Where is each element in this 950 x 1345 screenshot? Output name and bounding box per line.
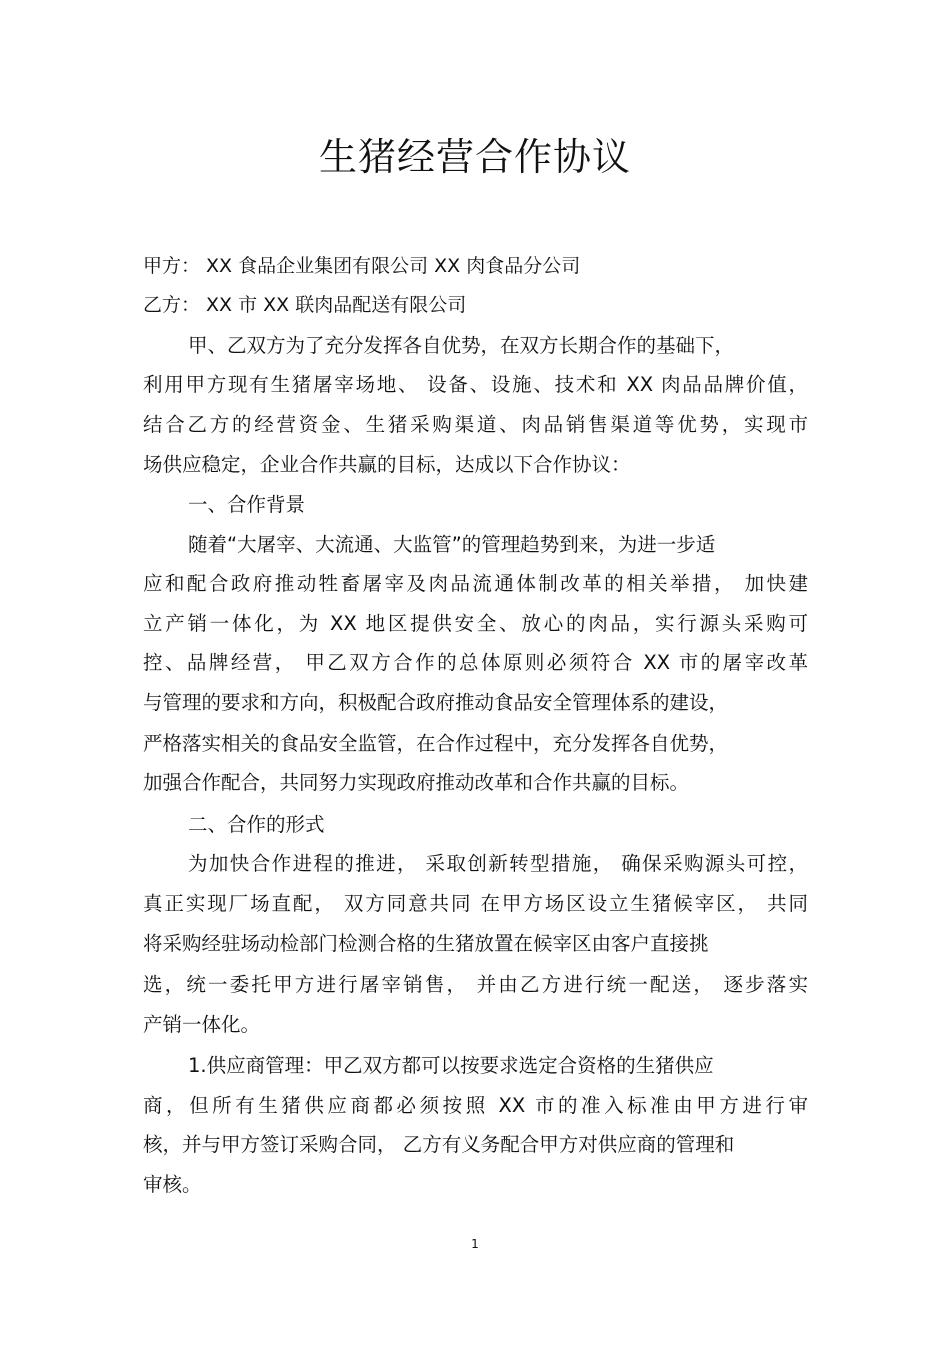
paragraph-line: 审核。 xyxy=(143,1173,202,1196)
paragraph-line: 产销一体化。 xyxy=(143,1013,261,1036)
paragraph-line: 场供应稳定，企业合作共赢的目标，达成以下合作协议： xyxy=(143,453,631,476)
clause-heading: 1.供应商管理：甲乙双方都可以按要求选定合资格的生猪供应 xyxy=(188,1054,714,1077)
paragraph-line: 商，但所有生猪供应商都必须按照 XX 市的准入标准由甲方进行审 xyxy=(143,1094,808,1117)
page-number: 1 xyxy=(471,1237,479,1251)
paragraph-line: 为加快合作进程的推进， 采取创新转型措施， 确保采购源头可控， xyxy=(188,852,808,875)
section-heading: 二、合作的形式 xyxy=(188,813,325,836)
party-a-line: 甲方： XX 食品企业集团有限公司 XX 肉食品分公司 xyxy=(143,255,581,277)
paragraph-line: 应和配合政府推动牲畜屠宰及肉品流通体制改革的相关举措， 加快建 xyxy=(143,572,808,595)
paragraph-line: 立产销一体化，为 XX 地区提供安全、放心的肉品，实行源头采购可 xyxy=(143,612,808,635)
paragraph-line: 与管理的要求和方向，积极配合政府推动食品安全管理体系的建设， xyxy=(143,691,729,714)
paragraph-line: 核，并与甲方签订采购合同， 乙方有义务配合甲方对供应商的管理和 xyxy=(143,1133,735,1156)
paragraph-line: 利用甲方现有生猪屠宰场地、 设备、设施、技术和 XX 肉品品牌价值， xyxy=(143,373,808,396)
document-title: 生猪经营合作协议 xyxy=(318,135,631,179)
paragraph-line: 严格落实相关的食品安全监管，在合作过程中，充分发挥各自优势， xyxy=(143,732,729,755)
party-b-line: 乙方： XX 市 XX 联肉品配送有限公司 xyxy=(143,294,467,316)
paragraph-line: 结合乙方的经营资金、生猪采购渠道、肉品销售渠道等优势，实现市 xyxy=(143,413,808,436)
paragraph-line: 随着“大屠宰、大流通、大监管”的管理趋势到来，为进一步适 xyxy=(188,533,716,556)
paragraph-line: 控、品牌经营， 甲乙双方合作的总体原则必须符合 XX 市的屠宰改革 xyxy=(143,651,808,674)
paragraph-line: 真正实现厂场直配， 双方同意共同 在甲方场区设立生猪候宰区， 共同 xyxy=(143,892,808,915)
paragraph-line: 加强合作配合，共同努力实现政府推动改革和合作共赢的目标。 xyxy=(143,771,690,794)
paragraph-line: 选，统一委托甲方进行屠宰销售， 并由乙方进行统一配送， 逐步落实 xyxy=(143,973,808,996)
section-heading: 一、合作背景 xyxy=(188,493,306,516)
paragraph-line: 将采购经驻场动检部门检测合格的生猪放置在候宰区由客户直接挑 xyxy=(143,932,709,955)
paragraph-line: 甲、乙双方为了充分发挥各自优势，在双方长期合作的基础下， xyxy=(188,334,735,357)
